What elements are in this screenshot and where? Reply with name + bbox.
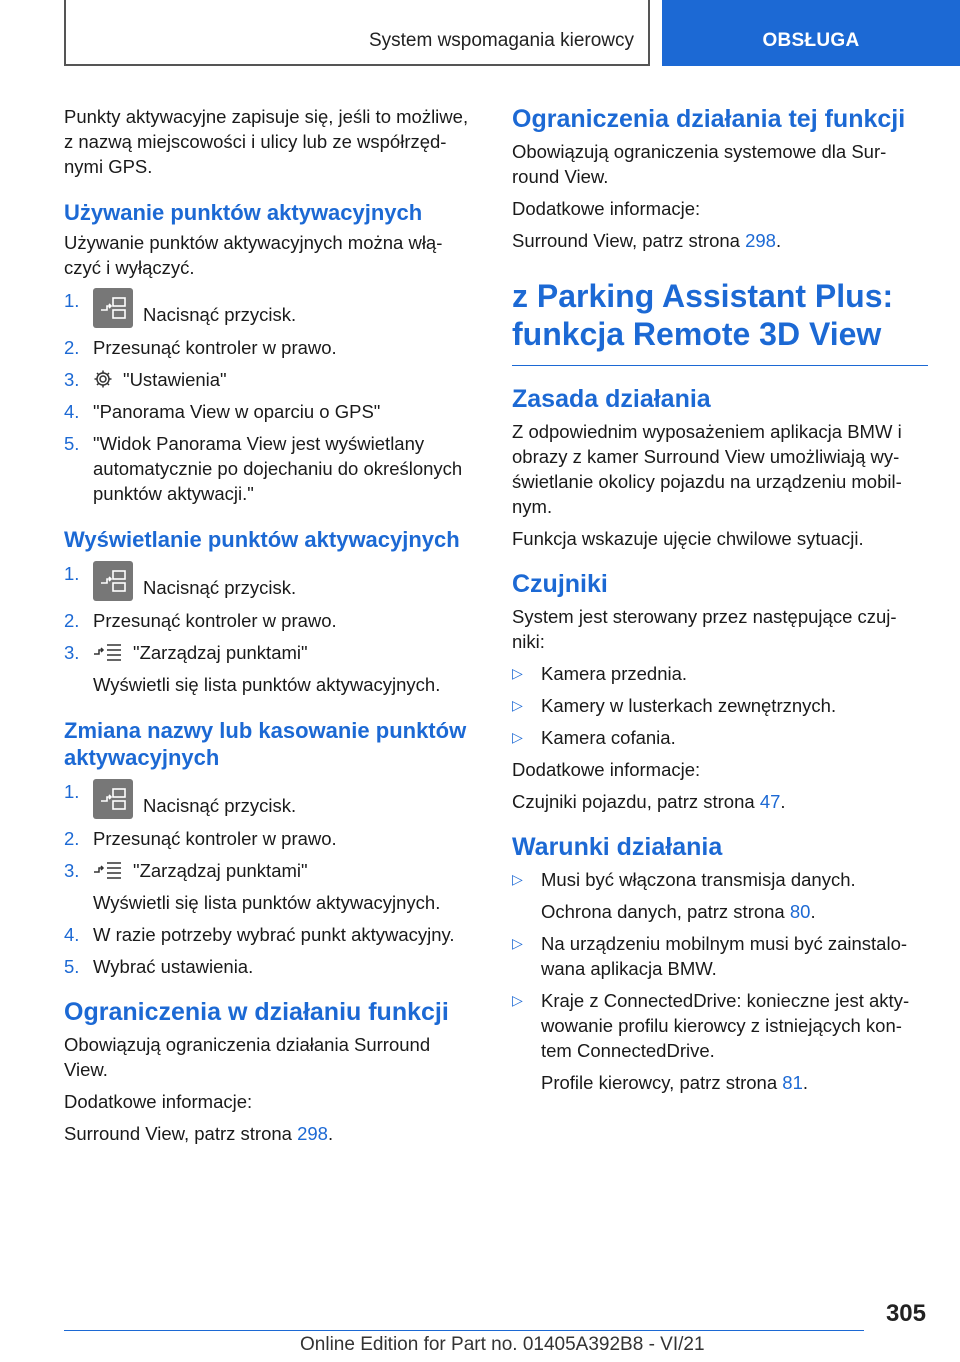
cross-reference: Surround View, patrz strona 298. (512, 230, 782, 251)
more-info-label: Dodatkowe informacje: (64, 1091, 253, 1112)
display-points-note: Wyświetli się lista punktów aktywacyjnych. (93, 674, 441, 695)
heading-system-limits: Ograniczenia działania tej funkcji (512, 105, 906, 133)
rename-delete-note: Wyświetli się lista punktów aktywacyjnych. (93, 892, 441, 913)
step: 3. "Zarządzaj punktami" (64, 642, 308, 663)
sensors-list (512, 661, 928, 750)
bullet-triangle-icon: ▷ (512, 935, 523, 951)
heading-using-points: Używanie punktów aktywacyjnych (64, 200, 423, 225)
bullet-triangle-icon: ▷ (512, 665, 523, 681)
section-tab-label: OBSŁUGA (762, 30, 860, 51)
bullet-triangle-icon: ▷ (512, 992, 523, 1008)
principle-text: Z odpowiednim wyposażeniem aplikacja BMW i obrazy z kamer Surround View umożliwiają wy-świetlanie okolicy pojazdu na urządzeniu mobil-nym. (512, 421, 902, 517)
page-link[interactable]: 80 (789, 901, 811, 922)
conditions-list (512, 867, 928, 892)
heading-display-points: Wyświetlanie punktów aktywacyjnych (64, 527, 460, 552)
list-item: ▷ Kraje z ConnectedDrive: konieczne jest akty-wowanie profilu kierowcy z istniejących kon-tem ConnectedDrive. (512, 990, 910, 1061)
conditions-list-2 (512, 931, 928, 1063)
heading-rename-delete: Zmiana nazwy lub kasowanie punktów aktywacyjnych (64, 718, 467, 770)
page-link[interactable]: 298 (745, 230, 776, 251)
chapter-title: System wspomagania kierowcy (368, 30, 634, 51)
step: 5. "Widok Panorama View jest wyświetlany automatycznie po dojechaniu do określonych punktów aktywacji." (64, 433, 463, 504)
page-link[interactable]: 298 (297, 1123, 328, 1144)
step: 5. Wybrać ustawienia. (64, 956, 254, 977)
step: 3. "Zarządzaj punktami" Wyświetli się lista punktów aktywacyjnych. (64, 858, 478, 915)
display-points-steps (64, 561, 478, 665)
step: 1. Nacisnąć przycisk. (64, 288, 478, 328)
gear-icon (93, 369, 113, 389)
system-limits-text: Obowiązują ograniczenia systemowe dla Sur-round View. (512, 141, 887, 187)
cross-reference: Surround View, patrz strona 298. (64, 1123, 334, 1144)
step: 4. "Panorama View w oparciu o GPS" (64, 401, 381, 422)
bullet-triangle-icon: ▷ (512, 871, 523, 887)
cross-reference: Ochrona danych, patrz strona 80. (541, 901, 816, 922)
camera-button-icon (93, 288, 133, 328)
bullet-triangle-icon: ▷ (512, 729, 523, 745)
section-tab[interactable] (662, 0, 960, 66)
step: 2. Przesunąć kontroler w prawo. (64, 610, 337, 631)
manage-points-icon (93, 860, 123, 880)
list-item: ▷ Kamery w lusterkach zewnętrznych. (512, 695, 837, 716)
page-link[interactable]: 47 (759, 791, 781, 812)
camera-button-icon (93, 561, 133, 601)
heading-sensors: Czujniki (512, 570, 608, 598)
heading-function-limits: Ograniczenia w działaniu funkcji (64, 998, 449, 1026)
list-item: ▷ Kamera cofania. (512, 727, 676, 748)
principle-text-2: Funkcja wskazuje ujęcie chwilowe sytuacji. (512, 528, 864, 549)
footer-rule (64, 1330, 864, 1331)
camera-button-icon (93, 779, 133, 819)
step: 4. W razie potrzeby wybrać punkt aktywacyjny. (64, 924, 455, 945)
edition-note: Online Edition for Part no. 01405A392B8 - VI/21 (300, 1334, 705, 1355)
list-item: ▷ Na urządzeniu mobilnym musi być zainstalo-wana aplikacja BMW. (512, 933, 908, 979)
list-item: ▷ Musi być włączona transmisja danych. (512, 869, 856, 890)
using-points-steps (64, 288, 478, 506)
chapter-heading: z Parking Assistant Plus: funkcja Remote 3D View (512, 278, 894, 352)
function-limits-text: Obowiązują ograniczenia działania Surround View. (64, 1034, 431, 1080)
step: 2. Przesunąć kontroler w prawo. (64, 337, 337, 358)
left-column (64, 104, 478, 1153)
more-info-label: Dodatkowe informacje: (512, 198, 701, 219)
page-header (0, 0, 960, 66)
step: 1. Nacisnąć przycisk. (64, 561, 478, 601)
manage-points-icon (93, 642, 123, 662)
list-item: ▷ Kamera przednia. (512, 663, 688, 684)
step: 1. Nacisnąć przycisk. (64, 779, 478, 819)
intro-text: Punkty aktywacyjne zapisuje się, jeśli to możliwe, z nazwą miejscowości i ulicy lub ze współrzęd-nymi GPS. (64, 106, 469, 177)
cross-reference: Profile kierowcy, patrz strona 81. (541, 1072, 808, 1093)
page-number: 305 (885, 1300, 926, 1327)
more-info-label: Dodatkowe informacje: (512, 759, 701, 780)
sensors-text: System jest sterowany przez następujące czuj-niki: (512, 606, 897, 652)
page-link[interactable]: 81 (782, 1072, 803, 1093)
cross-reference: Czujniki pojazdu, patrz strona 47. (512, 791, 786, 812)
bullet-triangle-icon: ▷ (512, 697, 523, 713)
heading-conditions: Warunki działania (512, 833, 723, 861)
step: 3. "Ustawienia" (64, 369, 227, 390)
heading-principle: Zasada działania (512, 385, 711, 413)
step: 2. Przesunąć kontroler w prawo. (64, 828, 337, 849)
right-column (512, 104, 928, 1102)
using-points-text: Używanie punktów aktywacyjnych można włą-czyć i wyłączyć. (64, 232, 443, 278)
rename-delete-steps (64, 779, 478, 979)
header-box (64, 0, 650, 66)
chapter-rule (512, 365, 928, 366)
